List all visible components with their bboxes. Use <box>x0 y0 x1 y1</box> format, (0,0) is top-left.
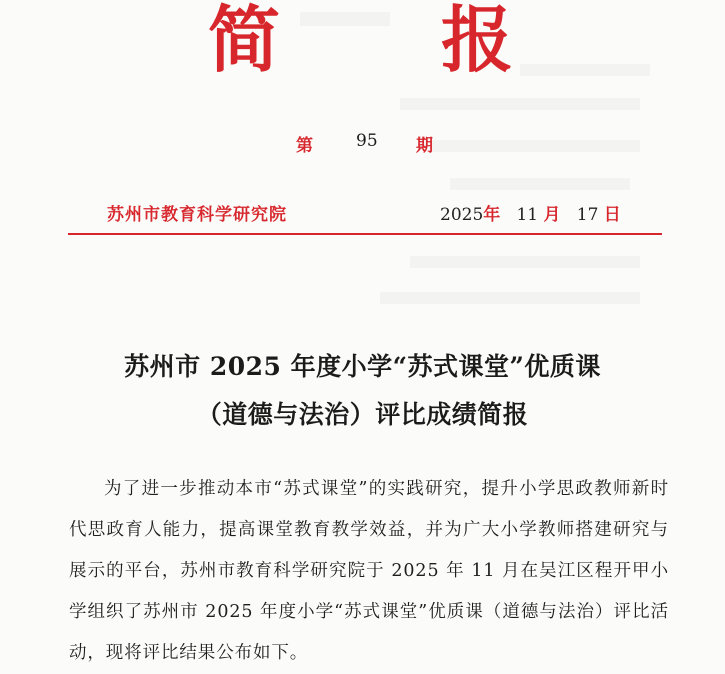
bleed-through-mark <box>410 256 640 268</box>
date-day-unit: 日 <box>603 205 621 225</box>
masthead-char-bao: 报 <box>441 0 514 82</box>
article-title <box>0 343 725 439</box>
article-paragraph: 为了进一步推动本市“苏式课堂”的实践研究，提升小学思政教师新时代思政育人能力，提高课堂教育教学效益，并为广大小学教师搭建研究与展示的平台，苏州市教育科学研究院于 2025 年 11 月在吴江区程开甲小学组织了苏州市 2025 年度小学“苏式课堂”优质课（道德与法治）评比活动，现将评比结果公布如下。 <box>69 479 669 663</box>
date-day: 17 <box>576 205 599 225</box>
issue-prefix: 第 <box>296 136 313 156</box>
masthead <box>0 0 725 86</box>
publish-date <box>440 200 621 225</box>
masthead-char-jian: 简 <box>208 0 281 82</box>
header-divider <box>68 233 662 235</box>
article-body <box>69 469 669 674</box>
issue-number: 95 <box>356 131 378 151</box>
article-title-line-2: （道德与法治）评比成绩简报 <box>196 400 529 429</box>
publisher-row <box>0 200 725 226</box>
issue-number-row <box>0 131 725 155</box>
issue-suffix: 期 <box>416 136 433 156</box>
bleed-through-mark <box>450 178 630 190</box>
bleed-through-mark <box>380 292 640 304</box>
publisher-name: 苏州市教育科学研究院 <box>107 205 287 225</box>
bleed-through-mark <box>400 98 640 110</box>
date-month-unit: 月 <box>543 205 561 225</box>
date-month: 11 <box>516 205 539 225</box>
date-year: 2025 <box>440 205 484 225</box>
article-title-line-1: 苏州市 2025 年度小学“苏式课堂”优质课 <box>124 352 601 381</box>
date-year-unit: 年 <box>483 205 501 225</box>
